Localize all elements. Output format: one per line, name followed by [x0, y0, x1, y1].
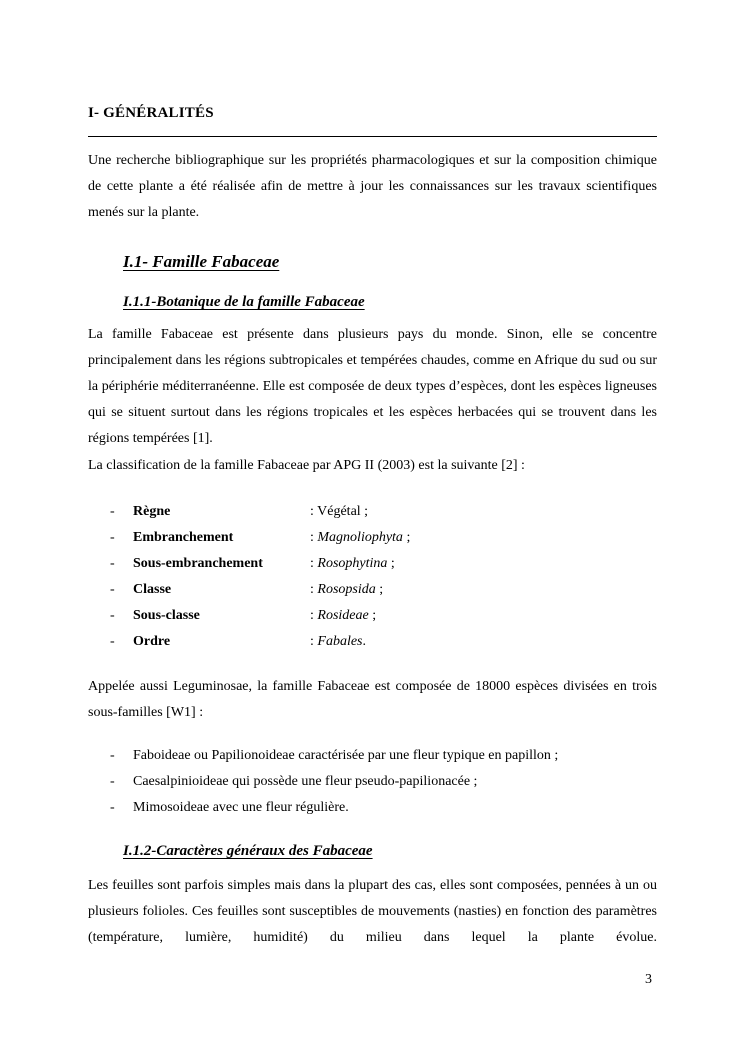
list-dash: - — [110, 556, 115, 571]
list-dash: - — [110, 748, 115, 763]
subfamily-text: Caesalpinioideae qui possède une fleur pseudo-papilionacée ; — [133, 774, 478, 789]
botanique-heading: I.1.1-Botanique de la famille Fabaceae — [123, 294, 365, 310]
classification-rank: Sous-classe — [133, 608, 200, 623]
classification-value: : Fabales. — [310, 634, 366, 649]
list-dash: - — [110, 582, 115, 597]
classification-rank: Ordre — [133, 634, 171, 649]
page-number: 3 — [645, 972, 652, 987]
caracteres-heading: I.1.2-Caractères généraux des Fabaceae — [123, 843, 373, 859]
intro-paragraph: Une recherche bibliographique sur les propriétés pharmacologiques et sur la composition chimique de cette plante a été réalisée afin de mettre à jour les connaissances sur les travaux scientifiques menés sur la plante. — [88, 153, 657, 220]
classification-value: : Végétal ; — [310, 504, 369, 519]
classification-value: : Magnoliophyta ; — [310, 530, 411, 545]
list-dash: - — [110, 608, 115, 623]
subfamily-text: Faboideae ou Papilionoideae caractérisée par une fleur typique en papillon ; — [133, 748, 559, 763]
classification-value: : Rosophytina ; — [310, 556, 395, 571]
classification-rank: Sous-embranchement — [133, 556, 263, 571]
section-divider — [88, 136, 657, 137]
classification-value: : Rosideae ; — [310, 608, 377, 623]
list-dash: - — [110, 800, 115, 815]
list-dash: - — [110, 634, 115, 649]
classification-rank: Embranchement — [133, 530, 234, 545]
subsection-heading: I.1- Famille Fabaceae — [123, 252, 280, 271]
section-heading: I- GÉNÉRALITÉS — [88, 105, 214, 121]
list-dash: - — [110, 530, 115, 545]
subfamily-text: Mimosoideae avec une fleur régulière. — [133, 800, 349, 815]
list-dash: - — [110, 774, 115, 789]
legume-paragraph: Appelée aussi Leguminosae, la famille Fabaceae est composée de 18000 espèces divisées en trois sous-familles [W1] : — [88, 679, 657, 720]
classification-intro: La classification de la famille Fabaceae par APG II (2003) est la suivante [2] : — [88, 458, 525, 473]
classification-value: : Rosopsida ; — [310, 582, 384, 597]
botanique-paragraph: La famille Fabaceae est présente dans plusieurs pays du monde. Sinon, elle se concentre principalement dans les régions subtropicales et tempérées chaudes, comme en Afrique du sud ou sur la périphérie méditerranéenne. Elle est composée de deux types d’espèces, dont les espèces ligneuses qui se situent surtout dans les régions tropicales et les espèces herbacées qui se trouvent dans les régions tempérées [1]. — [88, 327, 657, 446]
classification-rank: Règne — [133, 504, 171, 519]
classification-rank: Classe — [133, 582, 172, 597]
caracteres-paragraph: Les feuilles sont parfois simples mais dans la plupart des cas, elles sont composées, pennées à un ou plusieurs folioles. Ces feuilles sont susceptibles de mouvements (nasties) en fonction des paramètres (température, lumière, humidité) du milieu dans lequel la plante évolue. — [88, 878, 657, 945]
list-dash: - — [110, 504, 115, 519]
